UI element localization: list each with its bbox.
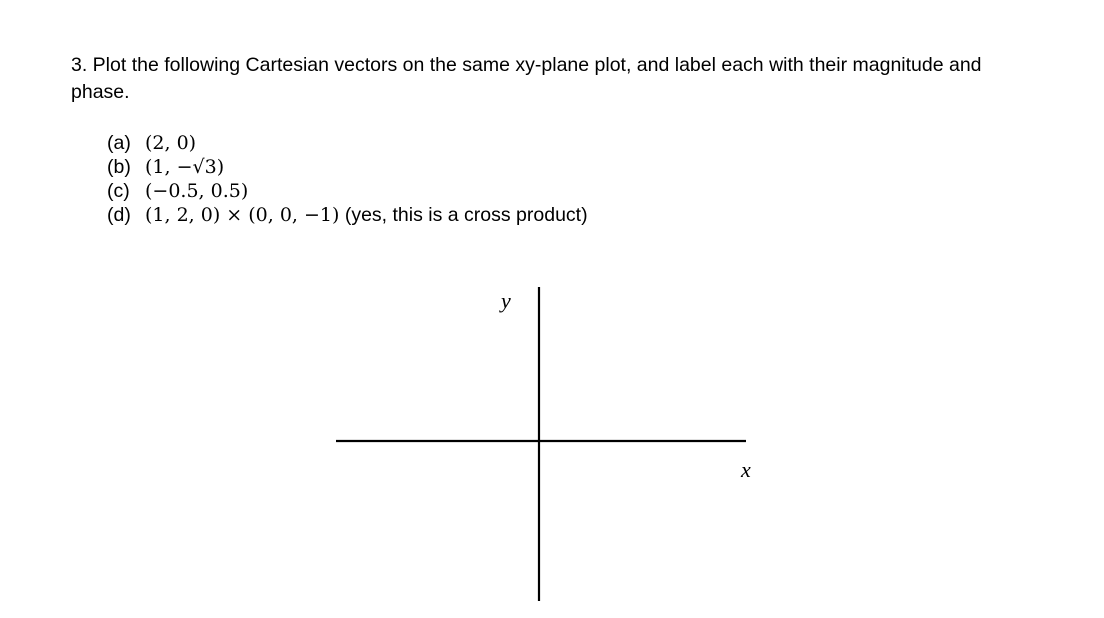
part-label: (b) (107, 156, 131, 178)
x-axis-label: x (741, 457, 751, 482)
part-label: (c) (107, 180, 130, 202)
vector-expression: (1, 2, 0) × (0, 0, −1) (145, 204, 340, 226)
vector-expression: (1, −√3) (145, 156, 225, 178)
y-axis-label: y (501, 288, 511, 313)
vector-expression: (−0.5, 0.5) (145, 180, 249, 202)
question-text: 3. Plot the following Cartesian vectors on the same xy-plane plot, and label each with their magnitude and phase. (71, 54, 982, 103)
vector-expression: (2, 0) (145, 132, 197, 154)
part-label: (a) (107, 132, 131, 154)
part-note: (yes, this is a cross product) (339, 204, 588, 226)
part-label: (d) (107, 204, 131, 226)
